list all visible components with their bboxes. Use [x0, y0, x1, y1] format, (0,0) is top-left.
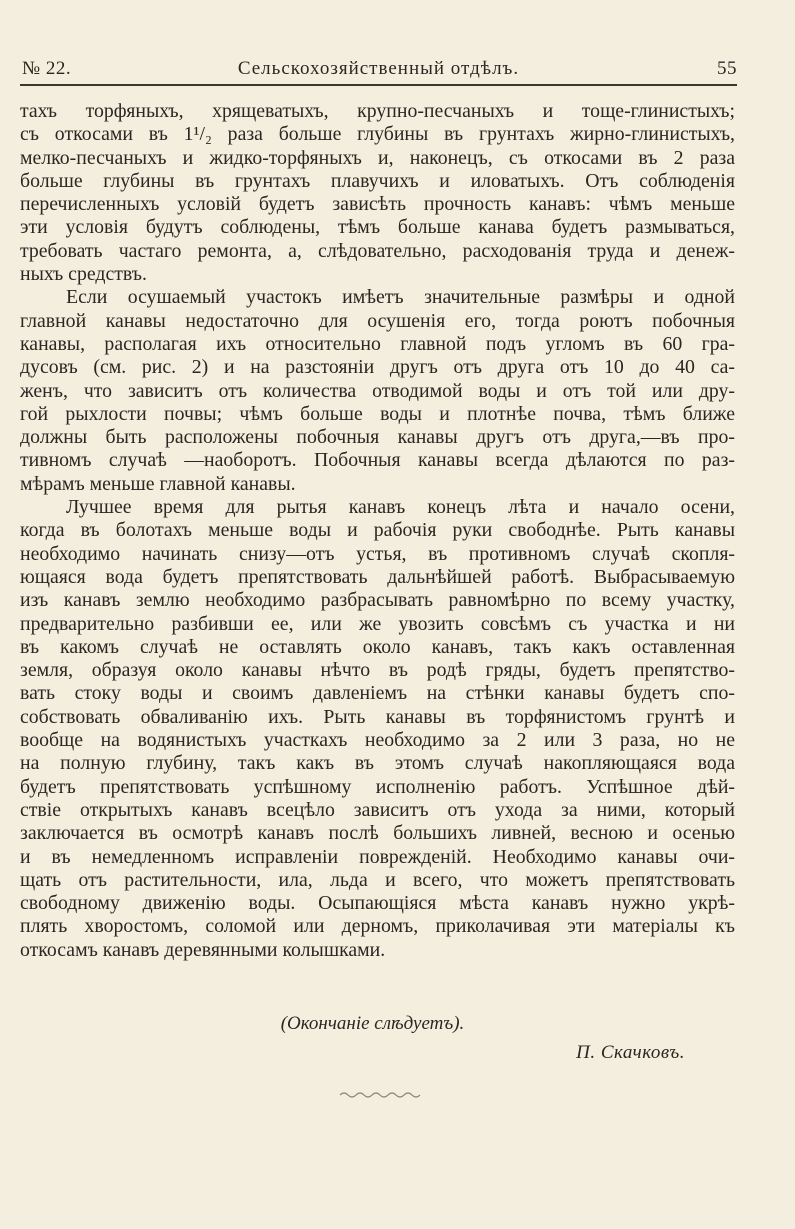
text-line: дусовъ (см. рис. 2) и на разстояніи другъ отъ друга отъ 10 до 40 са- [20, 356, 735, 379]
text-line: будетъ препятствовать успѣшному исполненію работъ. Успѣшное дѣй- [20, 775, 735, 798]
text-line: тивномъ случаѣ —наоборотъ. Побочныя канавы всегда дѣлаются по раз- [20, 449, 735, 472]
text-line: плять хворостомъ, соломой или дерномъ, приколачивая эти матеріалы къ [20, 915, 735, 938]
text-line: ющаяся вода будетъ препятствовать дальнѣйшей работѣ. Выбрасываемую [20, 565, 735, 588]
issue-number: № 22. [22, 58, 72, 79]
text-line: мѣрамъ меньше главной канавы. [20, 472, 296, 495]
text-line: съ откосами въ 1¹/₂ раза больше глубины въ грунтахъ жирно-глинистыхъ, [20, 123, 735, 146]
text-line: эти условія будутъ соблюдены, тѣмъ больше канава будетъ размываться, [20, 216, 735, 239]
text-line: когда въ болотахъ меньше воды и рабочія руки свободнѣе. Рыть канавы [20, 519, 735, 542]
running-header [20, 58, 737, 82]
text-line: вать стоку воды и своимъ давленіемъ на стѣнки канавы будетъ спо- [20, 682, 735, 705]
paragraph [20, 496, 735, 962]
text-line: земля, образуя около канавы нѣчто въ родѣ гряды, будетъ препятство- [20, 659, 735, 682]
paragraph [20, 100, 735, 286]
text-line: должны быть расположены побочныя канавы другъ отъ друга,—въ про- [20, 426, 735, 449]
header-rule [20, 84, 737, 86]
article-body [20, 100, 735, 962]
text-line: на полную глубину, такъ какъ въ этомъ случаѣ накопляющаяся вода [20, 752, 735, 775]
text-line: канавы, располагая ихъ относительно главной подъ угломъ въ 60 гра- [20, 332, 735, 355]
ornament-divider [338, 1090, 424, 1100]
text-line: откосамъ канавъ деревянными колышками. [20, 938, 386, 961]
text-line: мелко-песчаныхъ и жидко-торфяныхъ и, наконецъ, съ откосами въ 2 раза [20, 146, 735, 169]
text-line: больше глубины въ грунтахъ плавучихъ и иловатыхъ. Отъ соблюденія [20, 169, 735, 192]
text-line: щать отъ растительности, ила, льда и всего, что можетъ препятствовать [20, 868, 735, 891]
text-line: женъ, что зависитъ отъ количества отводимой воды и отъ той или дру- [20, 379, 735, 402]
text-line: требовать частаго ремонта, а, слѣдовательно, расходованія труда и денеж- [20, 239, 735, 262]
author-signature: П. Скачковъ. [576, 1042, 685, 1063]
text-line: предварительно разбивши ее, или же увозить совсѣмъ съ участка и ни [20, 612, 735, 635]
text-line: въ какомъ случаѣ не оставлять около канавъ, такъ какъ оставленная [20, 635, 735, 658]
text-line: и въ немедленномъ исправленіи поврежденій. Необходимо канавы очи- [20, 845, 735, 868]
text-line: Лучшее время для рытья канавъ конецъ лѣта и начало осени, [66, 496, 735, 519]
text-line: изъ канавъ землю необходимо разбрасывать равномѣрно по всему участку, [20, 589, 735, 612]
text-line: собствовать обваливанію ихъ. Рыть канавы въ торфянистомъ грунтѣ и [20, 705, 735, 728]
text-line: необходимо начинать снизу—отъ устья, въ противномъ случаѣ скопля- [20, 542, 735, 565]
paragraph [20, 286, 735, 496]
text-line: гой рыхлости почвы; чѣмъ больше воды и плотнѣе почва, тѣмъ ближе [20, 402, 735, 425]
text-line: главной канавы недостаточно для осушенія его, тогда роютъ побочныя [20, 309, 735, 332]
continuation-note: (Окончаніе слѣдуетъ). [280, 1013, 465, 1034]
section-title: Сельскохозяйственный отдѣлъ. [237, 58, 520, 79]
text-line: ныхъ средствъ. [20, 263, 147, 286]
text-line: Если осушаемый участокъ имѣетъ значительные размѣры и одной [66, 286, 735, 309]
text-line: тахъ торфяныхъ, хрящеватыхъ, крупно-песчаныхъ и тоще-глинистыхъ; [20, 100, 735, 122]
text-line: перечисленныхъ условій будетъ зависѣть прочность канавъ: чѣмъ меньше [20, 193, 735, 216]
text-line: свободному движенію воды. Осыпающіяся мѣста канавъ нужно укрѣ- [20, 892, 735, 915]
text-line: вообще на водянистыхъ участкахъ необходимо за 2 или 3 раза, но не [20, 729, 735, 752]
text-line: заключается въ осмотрѣ канавъ послѣ большихъ ливней, весною и осенью [20, 822, 735, 845]
page-number: 55 [717, 58, 737, 79]
text-line: ствіе открытыхъ канавъ всецѣло зависитъ отъ ухода за ними, который [20, 798, 735, 821]
